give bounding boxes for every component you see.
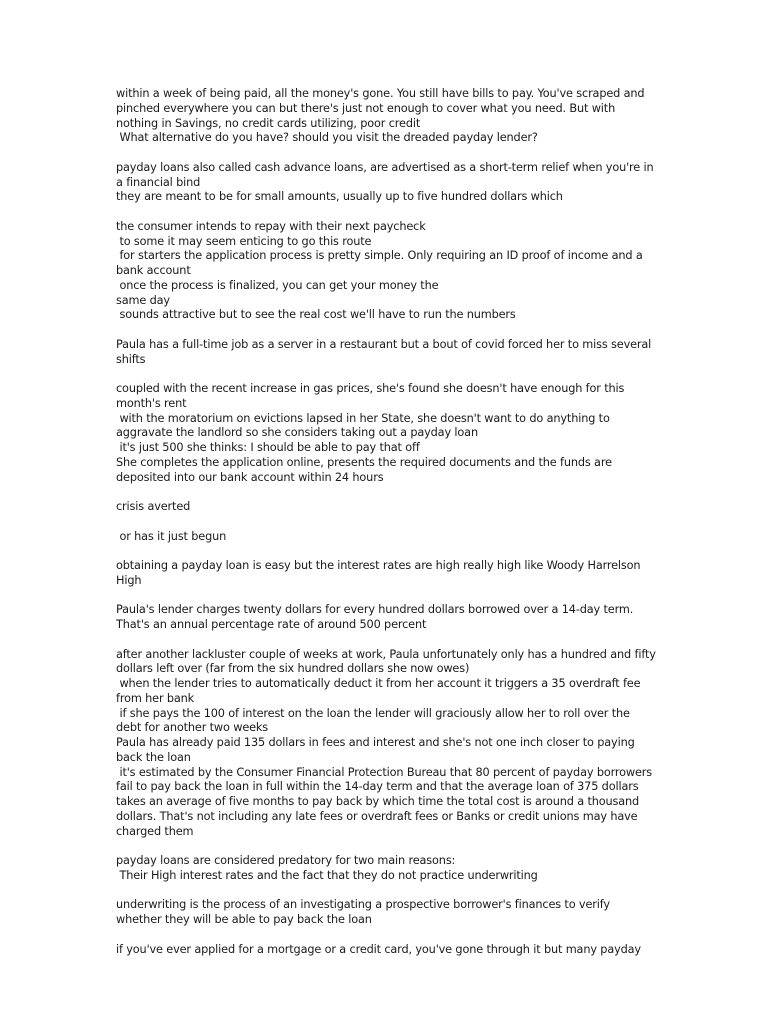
paragraph-gap	[116, 146, 656, 161]
paragraph-gap	[116, 589, 656, 604]
paragraph-group	[116, 382, 656, 485]
text-line: if you've ever applied for a mortgage or a credit card, you've gone through it but many payday	[116, 942, 641, 956]
text-line: they are meant to be for small amounts, usually up to five hundred dollars which	[116, 190, 563, 204]
paragraph-gap	[116, 367, 656, 382]
text-line: with the moratorium on evictions lapsed in her State, she doesn't want to do anything to aggravate the landlord so she considers taking out a payday loan	[116, 411, 614, 440]
document-body	[116, 87, 660, 957]
paragraph-gap	[116, 884, 656, 899]
text-line: the consumer intends to repay with their next paycheck	[116, 219, 426, 233]
paragraph-group	[116, 898, 656, 928]
text-line: Paula has already paid 135 dollars in fees and interest and she's not one inch closer to paying back the loan	[116, 736, 639, 764]
text-line: She completes the application online, presents the required documents and the funds are deposited into our bank account within 24 hours	[116, 455, 616, 484]
paragraph-group	[116, 161, 656, 205]
text-line: underwriting is the process of an investigating a prospective borrower's finances to verify whether they will be able to pay back the loan	[116, 898, 614, 926]
text-line: payday loans are considered predatory for two main reasons:	[116, 854, 456, 867]
text-line: sounds attractive but to see the real cost we'll have to run the numbers	[116, 308, 516, 322]
paragraph-group	[116, 530, 656, 545]
text-line: when the lender tries to automatically deduct it from her account it triggers a 35 overdraft fee from her bank	[116, 677, 644, 705]
paragraph-gap	[116, 839, 656, 854]
text-line: coupled with the recent increase in gas prices, she's found she doesn't have enough for this month's rent	[116, 382, 628, 410]
paragraph-group	[116, 943, 656, 958]
text-line: it's estimated by the Consumer Financial Protection Bureau that 80 percent of payday borrowers fail to pay back the loan in full within the 14-day term and that the average loan of 375 dollars takes an average of five months to pay back by which time the total cost is around a thousand dollars. That's not including any late fees or overdraft fees or Banks or credit unions may have charged them	[116, 765, 656, 838]
paragraph-gap	[116, 633, 656, 648]
text-line: Their High interest rates and the fact that they do not practice underwriting	[116, 868, 538, 882]
paragraph-gap	[116, 205, 656, 220]
paragraph-group	[116, 647, 660, 840]
paragraph-group	[116, 87, 656, 146]
text-line: Paula has a full-time job as a server in a restaurant but a bout of covid forced her to miss several shifts	[116, 337, 655, 366]
text-line: payday loans also called cash advance loans, are advertised as a short-term relief when you're in a financial bind	[116, 160, 658, 189]
text-line: once the process is finalized, you can get your money the	[116, 278, 439, 292]
paragraph-group	[116, 500, 656, 515]
paragraph-group	[116, 603, 656, 633]
paragraph-group	[116, 338, 656, 368]
text-line: if she pays the 100 of interest on the loan the lender will graciously allow her to roll over the debt for another two weeks	[116, 706, 634, 735]
text-line: obtaining a payday loan is easy but the interest rates are high really high like Woody Harrelson High	[116, 559, 644, 587]
text-line: for starters the application process is pretty simple. Only requiring an ID proof of income and a bank account	[116, 249, 647, 277]
text-line: after another lackluster couple of weeks at work, Paula unfortunately only has a hundred and fifty dollars left over (far from the six hundred dollars she now owes)	[116, 647, 660, 676]
paragraph-gap	[116, 515, 656, 530]
text-line: to some it may seem enticing to go this route	[116, 234, 372, 248]
paragraph-group	[116, 220, 656, 323]
paragraph-group	[116, 559, 656, 589]
text-line: it's just 500 she thinks: I should be able to pay that off	[116, 441, 420, 454]
paragraph-group	[116, 854, 656, 884]
paragraph-gap	[116, 544, 656, 559]
text-line: same day	[116, 293, 170, 307]
paragraph-gap	[116, 928, 656, 943]
text-line: crisis averted	[116, 500, 191, 513]
text-line: What alternative do you have? should you visit the dreaded payday lender?	[116, 131, 538, 145]
text-line: or has it just begun	[116, 529, 227, 543]
paragraph-gap	[116, 323, 656, 338]
paragraph-gap	[116, 485, 656, 500]
text-line: within a week of being paid, all the money's gone. You still have bills to pay. You've scraped and pinched everywhere you can but there's just not enough to cover what you need. But with nothing in Savings, no credit cards utilizing, poor credit	[116, 87, 648, 130]
text-line: Paula's lender charges twenty dollars for every hundred dollars borrowed over a 14-day term. That's an annual percentage rate of around 500 percent	[116, 603, 637, 631]
